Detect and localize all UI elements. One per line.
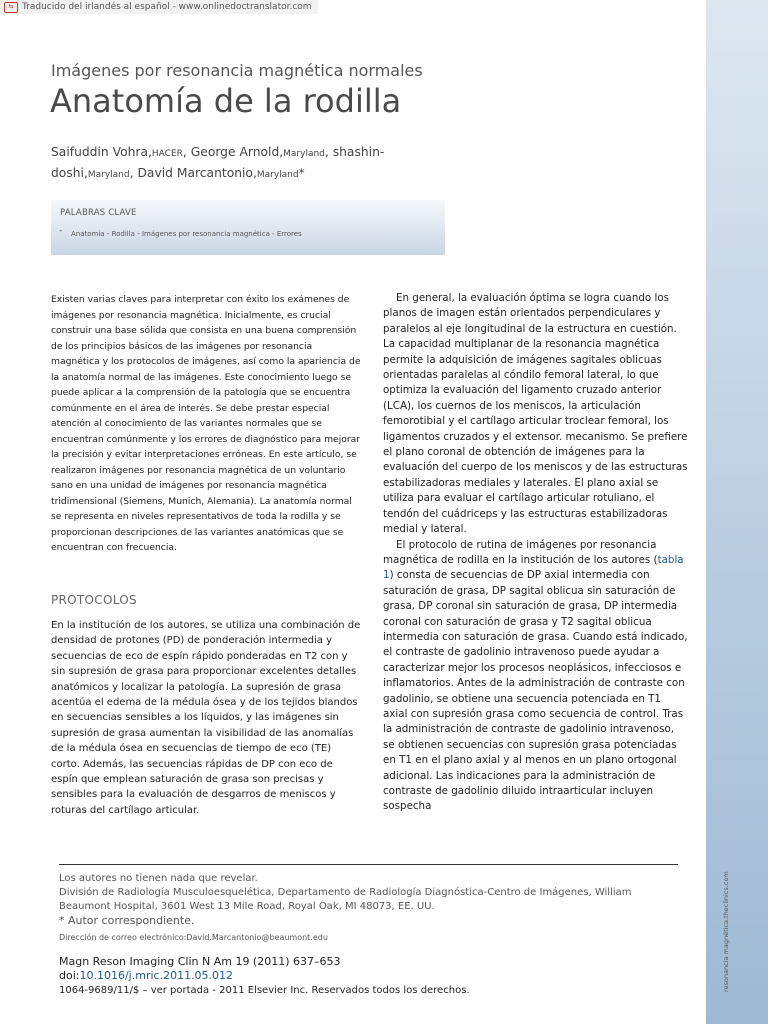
right-paragraph-2-text-b: ) consta de secuencias de DP axial intermedia con saturación de grasa, DP sagital oblicua sin saturación de grasa, DP coronal sin saturación de grasa, DP intermedia coronal con saturación de grasa y T2 sagital oblicua intermedia con saturación de grasa. Cuando está indicado, el contraste de gadolinio intravenoso puede ayudar a caracterizar mejor los procesos neoplásicos, infecciosos e inflamatorios. Antes de la administración de contraste con gadolinio, se obtiene una secuencia potenciada en T1 axial con supresión grasa como secuencia de control. Tras la administración de contraste de gadolinio intravenoso, se obtienen secuencias con supresión grasa potenciadas en T1 en el plano axial y al menos en un plano ortogonal adicional. Las indicaciones para la administración de contraste de gadolinio diluido intraarticular incluyen sospecha: [383, 569, 688, 813]
table-1-link[interactable]: tabla 1: [383, 553, 684, 582]
keywords-heading: PALABRAS CLAVE: [60, 208, 137, 218]
intro-text: Existen varias claves para interpretar con éxito los exámenes de imágenes por resonancia magnética. Inicialmente, es crucial construir una base sólida que consista en una buena comprensión de los principios básicos de las imágenes por resonancia magnética y los protocolos de imágenes, así como la apariencia de la anatomía normal de las imágenes. Este conocimiento luego se puede aplicar a la comprensión de la patología que se encuentra comúnmente en el área de interés. Se debe prestar especial atención al conocimiento de las variantes normales que se encuentran comúnmente y los errores de diagnóstico para mejorar la precisión y evitar interpretaciones erróneas. En este artículo, se realizaron imágenes por resonancia magnética de un voluntario sano en una unidad de imágenes por resonancia magnética tridimensional (Siemens, Munich, Alemania). La anatomía normal se representa en niveles representativos de toda la rodilla y se proporcionan descripciones de las variantes anatómicas que se encuentran con frecuencia.: [51, 294, 361, 553]
author-name: David Marcantonio,: [137, 166, 257, 180]
right-column: [383, 291, 688, 815]
author-name: shashin-doshi,: [51, 145, 385, 180]
author-name: George Arnold,: [190, 145, 284, 159]
section-heading-protocols: PROTOCOLOS: [51, 593, 137, 607]
author-degree: HACER: [151, 149, 183, 159]
author-separator: *: [298, 166, 305, 180]
right-paragraph-2: [383, 538, 688, 815]
right-paragraph-2-text-a: El protocolo de rutina de imágenes por resonancia magnética de rodilla en la institución de los autores (: [383, 538, 658, 566]
journal-citation: Magn Reson Imaging Clin N Am 19 (2011) 637–653: [59, 955, 341, 968]
doi-label: doi:: [59, 969, 80, 982]
journal-url-vertical[interactable]: resonancia magnética.theclinics.com: [722, 871, 730, 992]
doi-link[interactable]: 10.1016/j.mric.2011.05.012: [79, 969, 234, 982]
disclosure-note: Los autores no tienen nada que revelar.: [59, 873, 258, 884]
affiliation-note: División de Radiología Musculoesquelética, Departamento de Radiología Diagnóstica-Centro de Imágenes, William Beaumont Hospital, 3601 West 13 Mile Road, Royal Oak, MI 48073, EE. UU.: [59, 887, 632, 912]
author-separator: ,: [129, 166, 138, 180]
copyright-line: 1064-9689/11/$ – ver portada - 2011 Elsevier Inc. Reservados todos los derechos.: [59, 985, 470, 996]
author-separator: ,: [324, 145, 333, 159]
author-separator: ,: [182, 145, 191, 159]
author-list: [51, 143, 391, 185]
protocols-paragraph: En la institución de los autores, se utiliza una combinación de densidad de protones (PD) de ponderación intermedia y secuencias de eco de espín rápido ponderadas en T2 con y sin supresión de grasa para proporcionar excelentes detalles anatómicos y localizar la patología. La supresión de grasa acentúa el edema de la médula ósea y de los tejidos blandos en secuencias sensibles a los líquidos, y las imágenes sin supresión de grasa aumentan la visibilidad de las anomalías de la médula ósea en secuencias de tiempo de eco (TE) corto. Además, las secuencias rápidas de DP con eco de espín que emplean saturación de grasa son precisas y sensibles para la evaluación de desgarros de meniscos y roturas del cartílago articular.: [51, 620, 361, 816]
translator-text: Traducido del irlandés al español - www.onlinedoctranslator.com: [22, 2, 312, 12]
author-degree: Maryland: [283, 149, 325, 159]
article-series-title: Imágenes por resonancia magnética normales: [51, 61, 423, 80]
right-paragraph-1: En general, la evaluación óptima se logra cuando los planos de imagen están orientados perpendiculares y paralelos al eje longitudinal de la estructura en cuestión. La capacidad multiplanar de la resonancia magnética permite la adquisición de imágenes sagitales oblicuas orientadas paralelas al cóndilo femoral lateral, lo que optimiza la evaluación del ligamento cruzado anterior (LCA), los cuernos de los meniscos, la articulación femorotibial y el cartílago articular troclear femoral, los ligamentos cruzados y el extensor. mecanismo. Se prefiere el plano coronal de obtención de imágenes para la evaluación del cuerpo de los meniscos y de las estructuras estabilizadoras mediales y laterales. El plano axial se utiliza para evaluar el cartílago articular rotuliano, el tendón del cuádriceps y las estructuras estabilizadoras medial y lateral.: [383, 292, 688, 536]
translate-icon: ⇆: [4, 2, 18, 13]
keywords-box: [51, 200, 445, 255]
translator-banner[interactable]: [0, 0, 318, 14]
doi-line: [59, 969, 233, 983]
author-degree: Maryland: [87, 170, 130, 180]
intro-paragraph: [51, 292, 361, 556]
corresponding-author-note: * Autor correspondiente.: [59, 914, 195, 927]
keywords-bullet: -: [59, 226, 63, 236]
article-title: Anatomía de la rodilla: [50, 82, 402, 120]
keywords-list: Anatomía - Rodilla - Imágenes por resonancia magnética - Errores: [71, 230, 302, 238]
email-note[interactable]: Dirección de correo electrónico:David.Marcantonio@beaumont.edu: [59, 933, 328, 942]
footnote-divider: [59, 864, 678, 865]
author-degree: Maryland: [256, 170, 299, 180]
author-name: Saifuddin Vohra,: [51, 145, 152, 159]
page-sidebar-band: [706, 0, 768, 1024]
